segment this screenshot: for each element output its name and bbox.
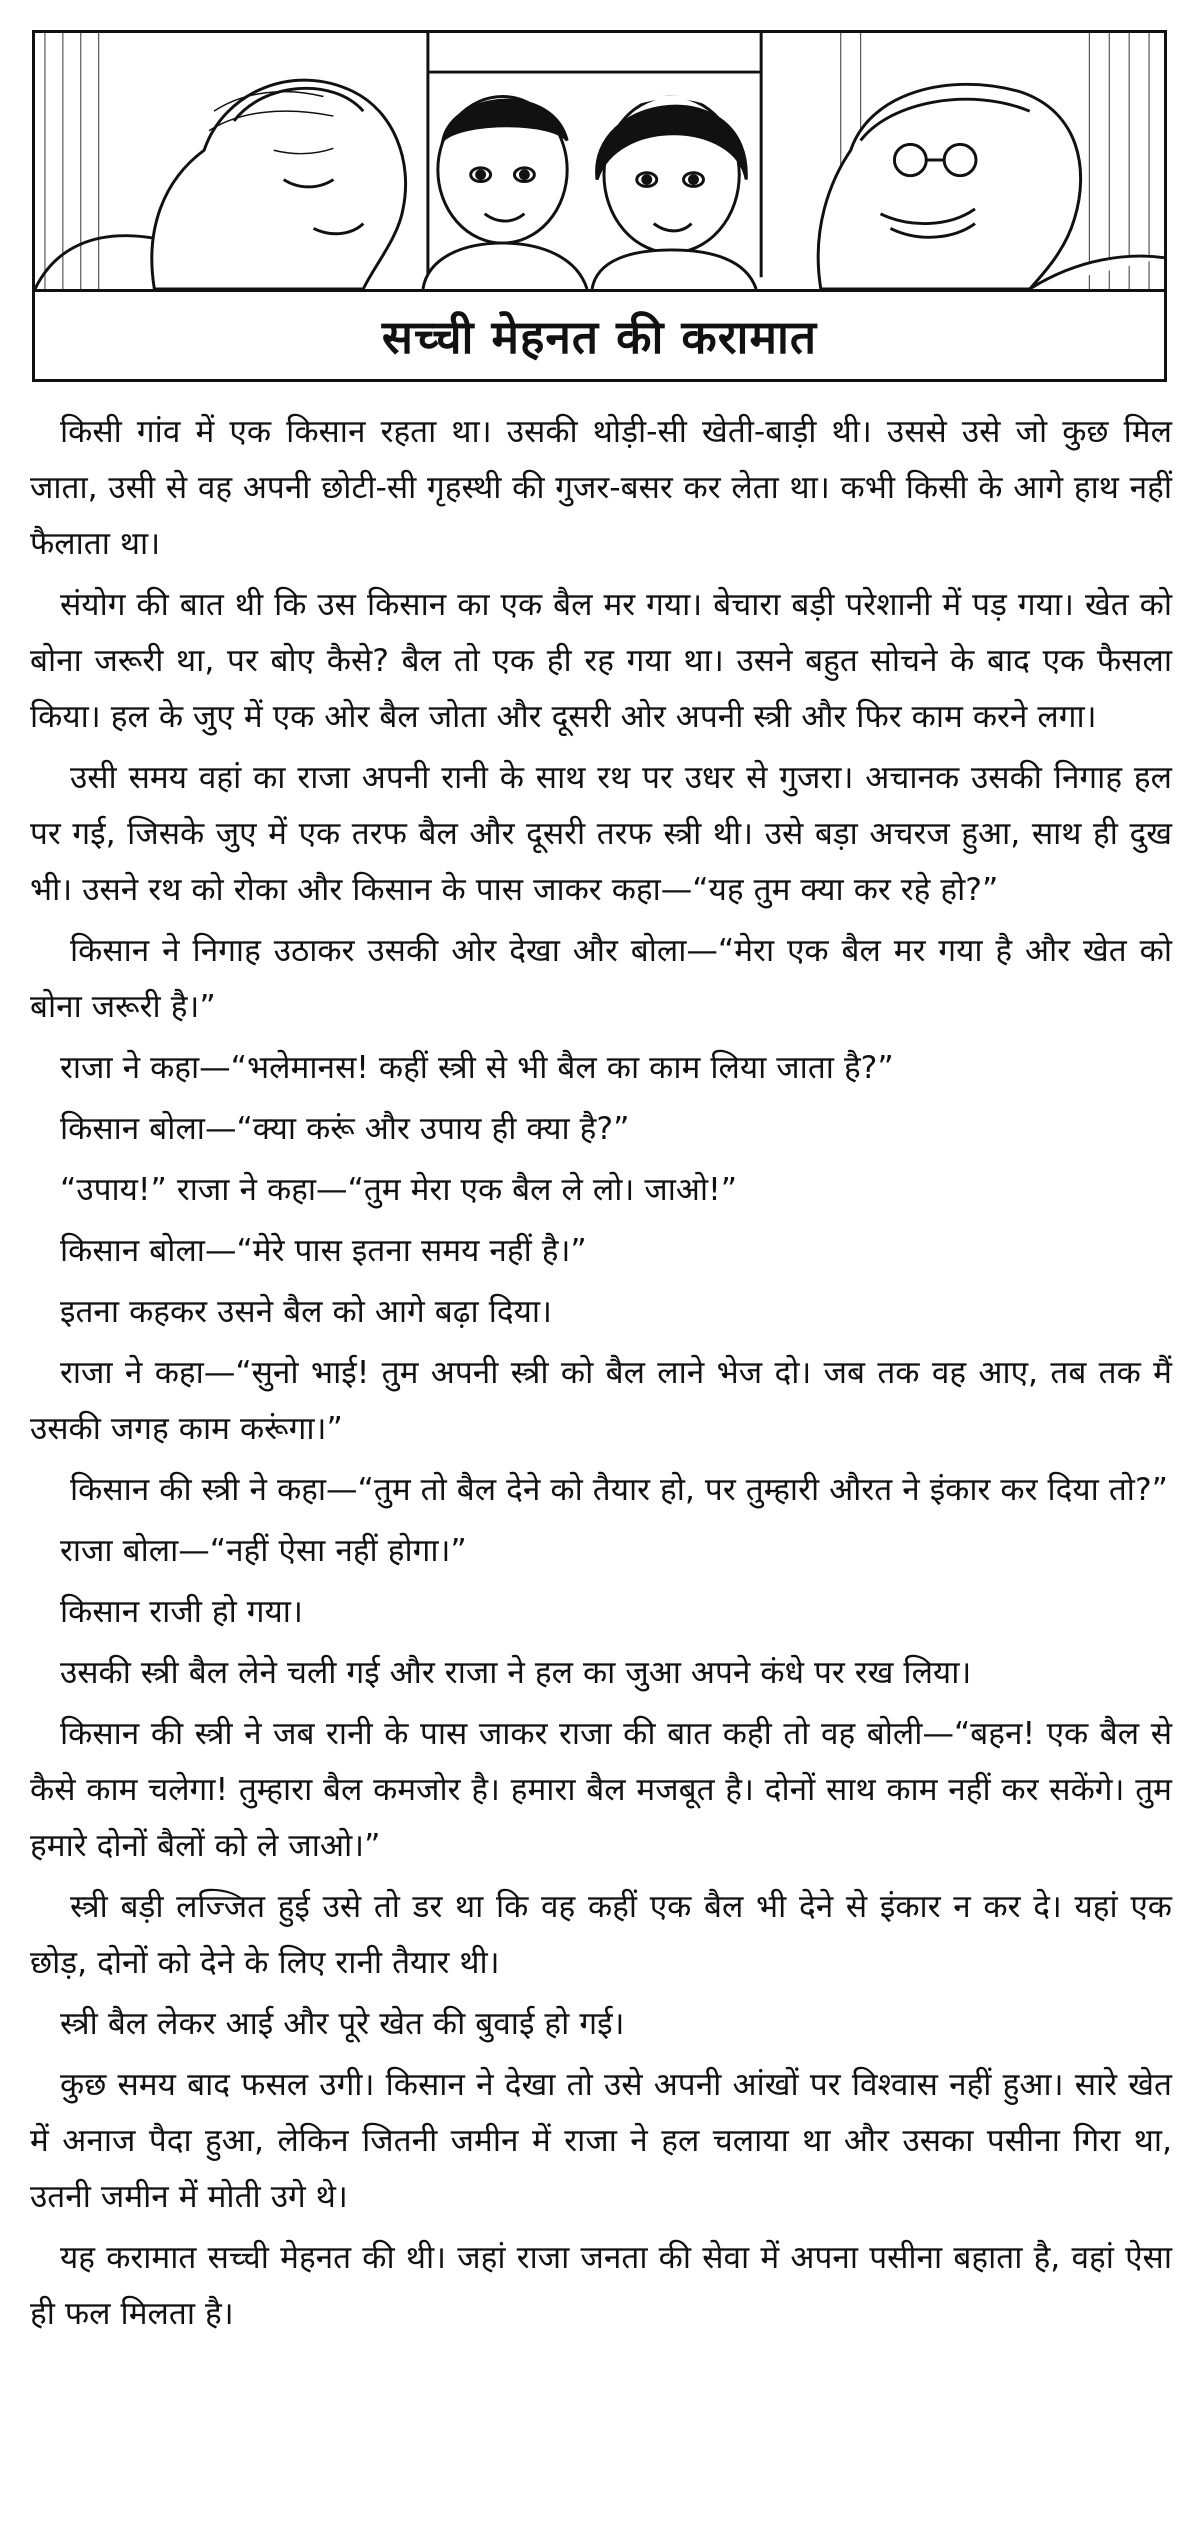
paragraph: स्त्री बड़ी लज्जित हुई उसे तो डर था कि वह कहीं एक बैल भी देने से इंकार न कर दे। यहां एक छोड़, दोनों को देने के लिए रानी तैयार थी।: [30, 1889, 1172, 1981]
story-title: सच्ची मेहनत की करामात: [381, 309, 818, 364]
title-box: [32, 289, 1167, 382]
paragraph: यह करामात सच्ची मेहनत की थी। जहां राजा जनता की सेवा में अपना पसीना बहाता है, वहां ऐसा ही फल मिलता है।: [30, 2240, 1172, 2332]
paragraph: संयोग की बात थी कि उस किसान का एक बैल मर गया। बेचारा बड़ी परेशानी में पड़ गया। खेत को बोना जरूरी था, पर बोए कैसे? बैल तो एक ही रह गया था। उसने बहुत सोचने के बाद एक फैसला किया। हल के जुए में एक ओर बैल जोता और दूसरी ओर अपनी स्त्री और फिर काम करने लगा।: [30, 587, 1172, 735]
paragraph: उसकी स्त्री बैल लेने चली गई और राजा ने हल का जुआ अपने कंधे पर रख लिया।: [60, 1655, 972, 1691]
paragraph: किसान बोला—“क्या करूं और उपाय ही क्या है?”: [60, 1111, 630, 1147]
paragraph: स्त्री बैल लेकर आई और पूरे खेत की बुवाई हो गई।: [60, 2006, 625, 2042]
story-body: [30, 404, 1172, 2347]
paragraph: राजा ने कहा—“भलेमानस! कहीं स्त्री से भी बैल का काम लिया जाता है?”: [60, 1050, 894, 1086]
paragraph: कुछ समय बाद फसल उगी। किसान ने देखा तो उसे अपनी आंखों पर विश्वास नहीं हुआ। सारे खेत में अनाज पैदा हुआ, लेकिन जितनी जमीन में राजा ने हल चलाया था और उसका पसीना गिरा था, उतनी जमीन में मोती उगे थे।: [30, 2067, 1172, 2215]
paragraph: राजा ने कहा—“सुनो भाई! तुम अपनी स्त्री को बैल लाने भेज दो। जब तक वह आए, तब तक मैं उसकी जगह काम करूंगा।”: [30, 1355, 1172, 1447]
paragraph: “उपाय!” राजा ने कहा—“तुम मेरा एक बैल ले लो। जाओ!”: [60, 1172, 738, 1208]
paragraph: राजा बोला—“नहीं ऐसा नहीं होगा।”: [60, 1533, 467, 1569]
paragraph: इतना कहकर उसने बैल को आगे बढ़ा दिया।: [60, 1294, 552, 1330]
paragraph: किसी गांव में एक किसान रहता था। उसकी थोड़ी-सी खेती-बाड़ी थी। उससे उसे जो कुछ मिल जाता, उसी से वह अपनी छोटी-सी गृहस्थी की गुजर-बसर कर लेता था। कभी किसी के आगे हाथ नहीं फैलाता था।: [30, 414, 1172, 562]
paragraph: किसान की स्त्री ने कहा—“तुम तो बैल देने को तैयार हो, पर तुम्हारी औरत ने इंकार कर दिया तो?”: [70, 1472, 1168, 1508]
paragraph: किसान की स्त्री ने जब रानी के पास जाकर राजा की बात कही तो वह बोली—“बहन! एक बैल से कैसे काम चलेगा! तुम्हारा बैल कमजोर है। हमारा बैल मजबूत है। दोनों साथ काम नहीं कर सकेंगे। तुम हमारे दोनों बैलों को ले जाओ।”: [30, 1716, 1172, 1864]
paragraph: उसी समय वहां का राजा अपनी रानी के साथ रथ पर उधर से गुजरा। अचानक उसकी निगाह हल पर गई, जिसके जुए में एक तरफ बैल और दूसरी तरफ स्त्री थी। उसे बड़ा अचरज हुआ, साथ ही दुख भी। उसने रथ को रोका और किसान के पास जाकर कहा—“यह तुम क्या कर रहे हो?”: [30, 760, 1172, 908]
paragraph: किसान राजी हो गया।: [60, 1594, 303, 1630]
family-illustration: [32, 30, 1167, 292]
paragraph: किसान बोला—“मेरे पास इतना समय नहीं है।”: [60, 1233, 587, 1269]
illustration-drawing-icon: [35, 33, 1164, 289]
paragraph: किसान ने निगाह उठाकर उसकी ओर देखा और बोला—“मेरा एक बैल मर गया है और खेत को बोना जरूरी है।”: [30, 933, 1172, 1025]
